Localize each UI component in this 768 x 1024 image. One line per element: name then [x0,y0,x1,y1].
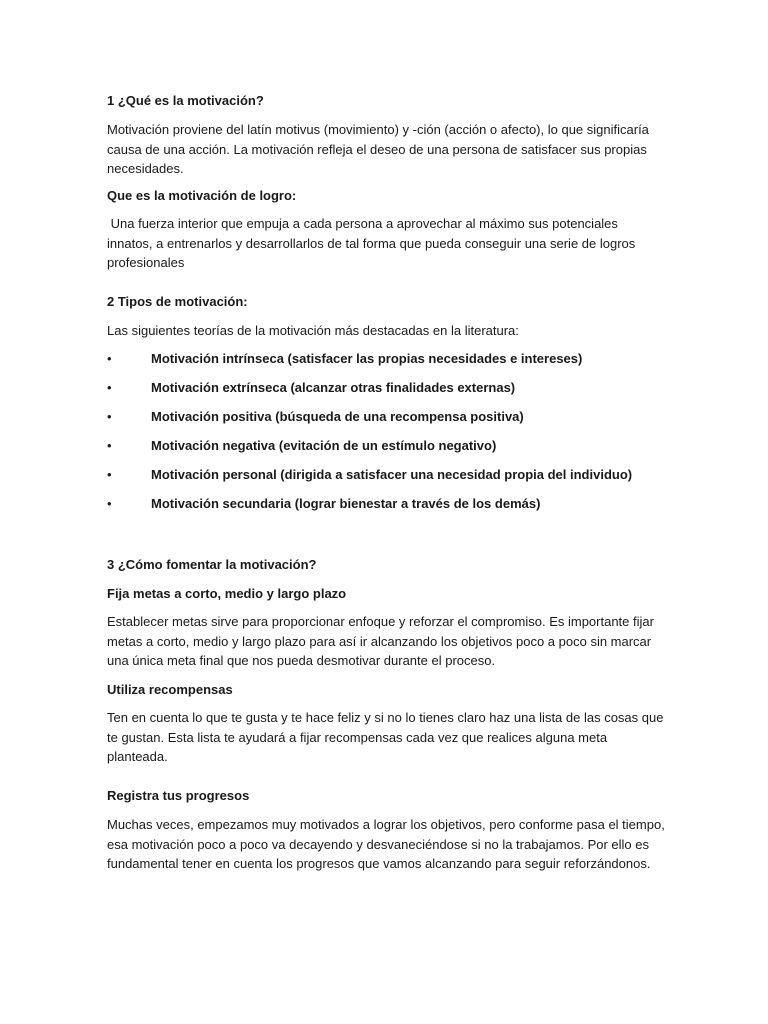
section-2-heading: 2 Tipos de motivación: [107,294,248,309]
bullet-icon: • [107,409,112,424]
list-item [107,378,667,407]
subheading-recompensas: Utiliza recompensas [107,682,233,697]
motivation-types-list [107,349,667,523]
bullet-icon: • [107,496,112,511]
section-1-paragraph: Motivación proviene del latín motivus (movimiento) y -ción (acción o afecto), lo que significaría causa de una acción. La motivación refleja el deseo de una persona de satisfacer sus propias necesidades. [107,122,649,176]
list-item [107,436,667,465]
list-item [107,465,667,494]
bullet-icon: • [107,438,112,453]
list-item-text: Motivación extrínseca (alcanzar otras finalidades externas) [151,380,516,395]
bullet-icon: • [107,351,112,366]
paragraph-progresos: Muchas veces, empezamos muy motivados a lograr los objetivos, pero conforme pasa el tiempo, esa motivación poco a poco va decayendo y desvaneciéndose si no la trabajamos. Por ello es fundamental tener en cuenta los progresos que vamos alcanzando para seguir reforzándonos. [107,817,665,871]
list-item [107,407,667,436]
paragraph-recompensas: Ten en cuenta lo que te gusta y te hace feliz y si no lo tienes claro haz una lista de las cosas que te gustan. Esta lista te ayudará a fijar recompensas cada vez que realices alguna meta planteada. [107,710,664,764]
list-item [107,349,667,378]
list-item-text: Motivación secundaria (lograr bienestar a través de los demás) [151,496,541,511]
list-item-text: Motivación negativa (evitación de un estímulo negativo) [151,438,497,453]
list-item-text: Motivación personal (dirigida a satisfacer una necesidad propia del individuo) [151,467,633,482]
paragraph-metas: Establecer metas sirve para proporcionar enfoque y reforzar el compromiso. Es importante fijar metas a corto, medio y largo plazo para así ir alcanzando los objetivos poco a poco sin marcar una única meta final que nos pueda desmotivar durante el proceso. [107,614,654,668]
section-2-intro: Las siguientes teorías de la motivación más destacadas en la literatura: [107,323,519,338]
list-item-text: Motivación intrínseca (satisfacer las propias necesidades e intereses) [151,351,583,366]
section-1-subparagraph: Una fuerza interior que empuja a cada persona a aprovechar al máximo sus potenciales innatos, a entrenarlos y desarrollarlos de tal forma que pueda conseguir una serie de logros profesionales [107,216,639,270]
bullet-icon: • [107,467,112,482]
section-1-heading: 1 ¿Qué es la motivación? [107,93,264,108]
bullet-icon: • [107,380,112,395]
list-item-text: Motivación positiva (búsqueda de una recompensa positiva) [151,409,524,424]
subheading-metas: Fija metas a corto, medio y largo plazo [107,586,347,601]
list-item [107,494,667,523]
section-1-subheading: Que es la motivación de logro: [107,188,297,203]
subheading-progresos: Registra tus progresos [107,788,250,803]
section-3-heading: 3 ¿Cómo fomentar la motivación? [107,557,317,572]
